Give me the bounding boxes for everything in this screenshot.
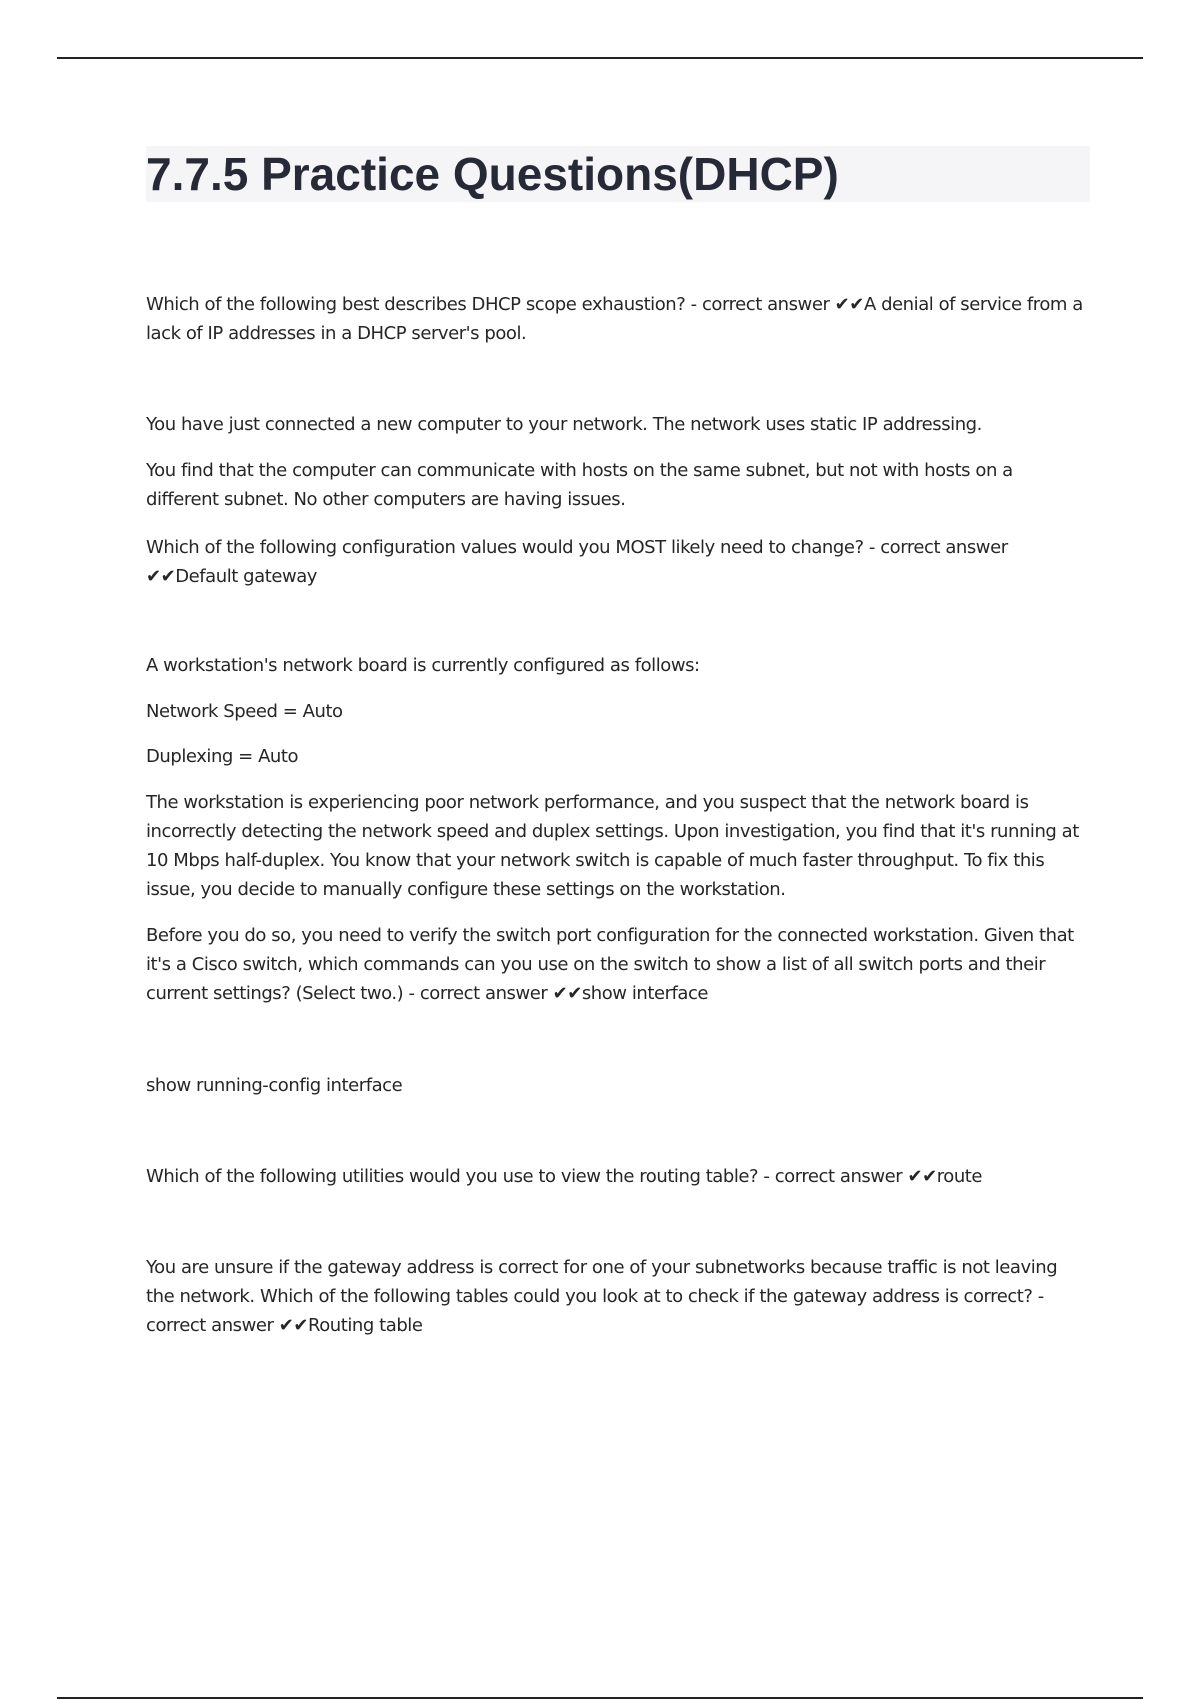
paragraph-new-computer: You have just connected a new computer to your network. The network uses static IP addressing. — [146, 414, 982, 435]
paragraph-poor-performance: The workstation is experiencing poor network performance, and you suspect that the network board is incorrectly detecting the network speed and duplex settings. Upon investigation, you find that it's running at 10 Mbps half-duplex. You know that your network switch is capable of much faster throughput. To fix this issue, you decide to manually configure these settings on the workstation. — [146, 792, 1079, 900]
paragraph-show-running-config: show running-config interface — [146, 1075, 403, 1096]
paragraph-cisco-switch-question: Before you do so, you need to verify the switch port configuration for the connected workstation. Given that it's a Cisco switch, which commands can you use on the switch to show a list of all switch ports and their current settings? (Select two.) - correct answer ✔✔show interface — [146, 925, 1074, 1004]
paragraph-default-gateway: Which of the following configuration values would you MOST likely need to change? - correct answer ✔✔Default gateway — [146, 537, 1008, 587]
paragraph-duplexing: Duplexing = Auto — [146, 746, 299, 767]
paragraph-routing-table-utility: Which of the following utilities would you use to view the routing table? - correct answer ✔✔route — [146, 1166, 983, 1187]
paragraph-network-speed: Network Speed = Auto — [146, 701, 343, 722]
paragraph-subnet-communication: You find that the computer can communicate with hosts on the same subnet, but not with hosts on a different subnet. No other computers are having issues. — [146, 460, 1013, 510]
top-rule — [57, 57, 1143, 59]
bottom-rule — [57, 1697, 1143, 1699]
document-title: 7.7.5 Practice Questions(DHCP) — [146, 148, 839, 200]
paragraph-dhcp-scope-exhaustion: Which of the following best describes DHCP scope exhaustion? - correct answer ✔✔A denial of service from a lack of IP addresses in a DHCP server's pool. — [146, 294, 1083, 344]
paragraph-gateway-address: You are unsure if the gateway address is correct for one of your subnetworks because traffic is not leaving the network. Which of the following tables could you look at to check if the gateway address is correct? - correct answer ✔✔Routing table — [146, 1257, 1058, 1336]
paragraph-network-board-config: A workstation's network board is currently configured as follows: — [146, 655, 700, 676]
